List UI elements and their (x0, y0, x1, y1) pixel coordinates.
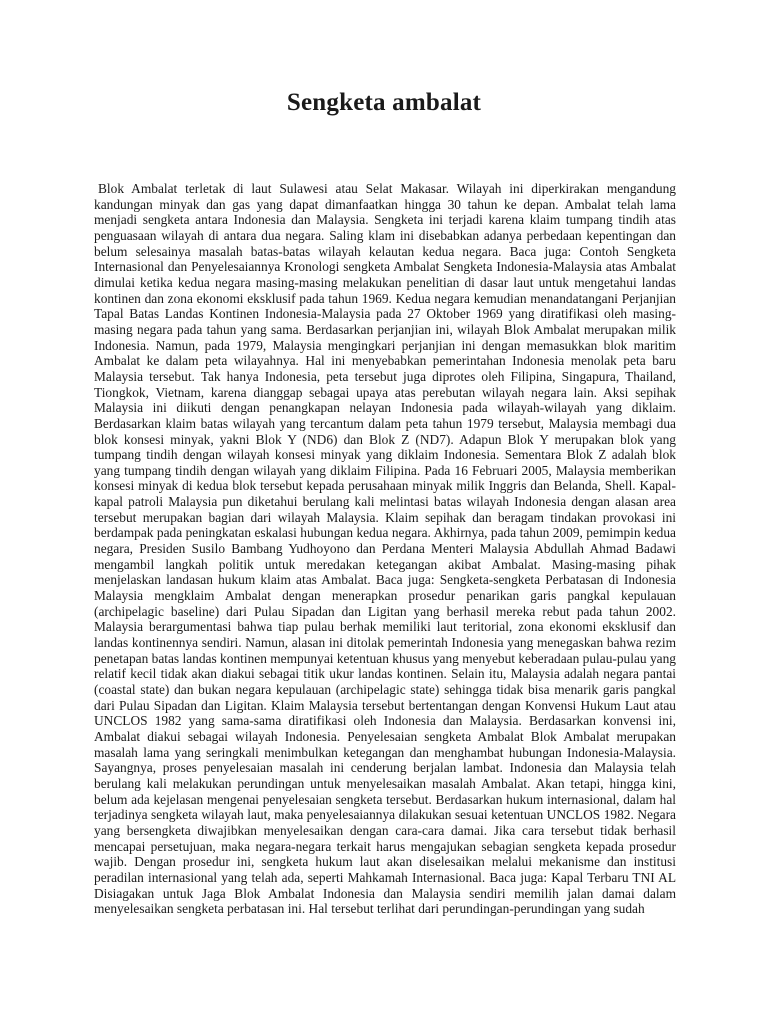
document-title: Sengketa ambalat (286, 89, 482, 116)
document-body-text: Blok Ambalat terletak di laut Sulawesi atau Selat Makasar. Wilayah ini diperkirakan mengandung kandungan minyak dan gas yang dapat dimanfaatkan hingga 30 tahun ke depan. Ambalat telah lama menjadi sengketa antara Indonesia dan Malaysia. Sengketa ini terjadi karena klaim tumpang tindih atas penguasaan wilayah di antara dua negara. Saling klam ini disebabkan adanya perbedaan kepentingan dan belum selesainya masalah batas-batas wilayah kelautan kedua negara. Baca juga: Contoh Sengketa Internasional dan Penyelesaiannya Kronologi sengketa Ambalat Sengketa Indonesia-Malaysia atas Ambalat dimulai ketika kedua negara masing-masing melakukan penelitian di dasar laut untuk mengetahui landas kontinen dan zona ekonomi eksklusif pada tahun 1969. Kedua negara kemudian menandatangani Perjanjian Tapal Batas Landas Kontinen Indonesia-Malaysia pada 27 Oktober 1969 yang diratifikasi oleh masing-masing negara pada tahun yang sama. Berdasarkan perjanjian ini, wilayah Blok Ambalat merupakan milik Indonesia. Namun, pada 1979, Malaysia mengingkari perjanjian ini dengan memasukkan blok maritim Ambalat ke dalam peta wilayahnya. Hal ini menyebabkan pemerintahan Indonesia menolak peta baru Malaysia tersebut. Tak hanya Indonesia, peta tersebut juga diprotes oleh Filipina, Singapura, Thailand, Tiongkok, Vietnam, karena dianggap sebagai upaya atas perebutan wilayah negara lain. Aksi sepihak Malaysia ini diikuti dengan penangkapan nelayan Indonesia pada wilayah-wilayah yang diklaim. Berdasarkan klaim batas wilayah yang tercantum dalam peta tahun 1979 tersebut, Malaysia membagi dua blok konsesi minyak, yakni Blok Y (ND6) dan Blok Z (ND7). Adapun Blok Y merupakan blok yang tumpang tindih dengan wilayah konsesi minyak yang diklaim Indonesia. Sementara Blok Z adalah blok yang tumpang tindih dengan wilayah yang diklaim Filipina. Pada 16 Februari 2005, Malaysia memberikan konsesi minyak di kedua blok tersebut kepada perusahaan minyak milik Inggris dan Belanda, Shell. Kapal-kapal patroli Malaysia pun diketahui berulang kali melintasi batas wilayah Indonesia dengan alasan area tersebut merupakan bagian dari wilayah Malaysia. Klaim sepihak dan beragam tindakan provokasi ini berdampak pada peningkatan eskalasi hubungan kedua negara. Akhirnya, pada tahun 2009, pemimpin kedua negara, Presiden Susilo Bambang Yudhoyono dan Perdana Menteri Malaysia Abdullah Ahmad Badawi mengambil langkah politik untuk meredakan ketegangan akibat Ambalat. Masing-masing pihak menjelaskan landasan hukum klaim atas Ambalat. Baca juga: Sengketa-sengketa Perbatasan di Indonesia Malaysia mengklaim Ambalat dengan menerapkan prosedur penarikan garis pangkal kepulauan (archipelagic baseline) dari Pulau Sipadan dan Ligitan yang berhasil mereka rebut pada tahun 2002. Malaysia berargumentasi bahwa tiap pulau berhak memiliki laut teritorial, zona ekonomi eksklusif dan landas kontinennya sendiri. Namun, alasan ini ditolak pemerintah Indonesia yang menegaskan bahwa rezim penetapan batas landas kontinen mempunyai ketentuan khusus yang menyebut keberadaan pulau-pulau yang relatif kecil tidak akan diakui sebagai titik ukur landas kontinen. Selain itu, Malaysia adalah negara pantai (coastal state) dan bukan negara kepulauan (archipelagic state) sehingga tidak bisa menarik garis pangkal dari Pulau Sipadan dan Ligitan. Klaim Malaysia tersebut bertentangan dengan Konvensi Hukum Laut atau UNCLOS 1982 yang sama-sama diratifikasi oleh Indonesia dan Malaysia. Berdasarkan konvensi ini, Ambalat diakui sebagai wilayah Indonesia. Penyelesaian sengketa Ambalat Blok Ambalat merupakan masalah lama yang seringkali menimbulkan ketegangan dan menghambat hubungan Indonesia-Malaysia. Sayangnya, proses penyelesaian masalah ini cenderung berjalan lambat. Indonesia dan Malaysia telah berulang kali melakukan perundingan untuk menyelesaikan masalah Ambalat. Akan tetapi, hingga kini, belum ada kejelasan mengenai penyelesaian sengketa tersebut. Berdasarkan hukum internasional, dalam hal terjadinya sengketa wilayah laut, maka penyelesaiannya dilakukan sesuai ketentuan UNCLOS 1982. Negara yang bersengketa diwajibkan menyelesaikan dengan cara-cara damai. Jika cara tersebut tidak berhasil mencapai persetujuan, maka negara-negara terkait harus mengajukan sebagian sengketa kepada prosedur wajib. Dengan prosedur ini, sengketa hukum laut akan diselesaikan melalui mekanisme dan institusi peradilan internasional yang telah ada, seperti Mahkamah Internasional. Baca juga: Kapal Terbaru TNI AL Disiagakan untuk Jaga Blok Ambalat Indonesia dan Malaysia sendiri memilih jalan damai dalam menyelesaikan sengketa perbatasan ini. Hal tersebut terlihat dari perundingan-perundingan yang sudah (94, 181, 676, 917)
